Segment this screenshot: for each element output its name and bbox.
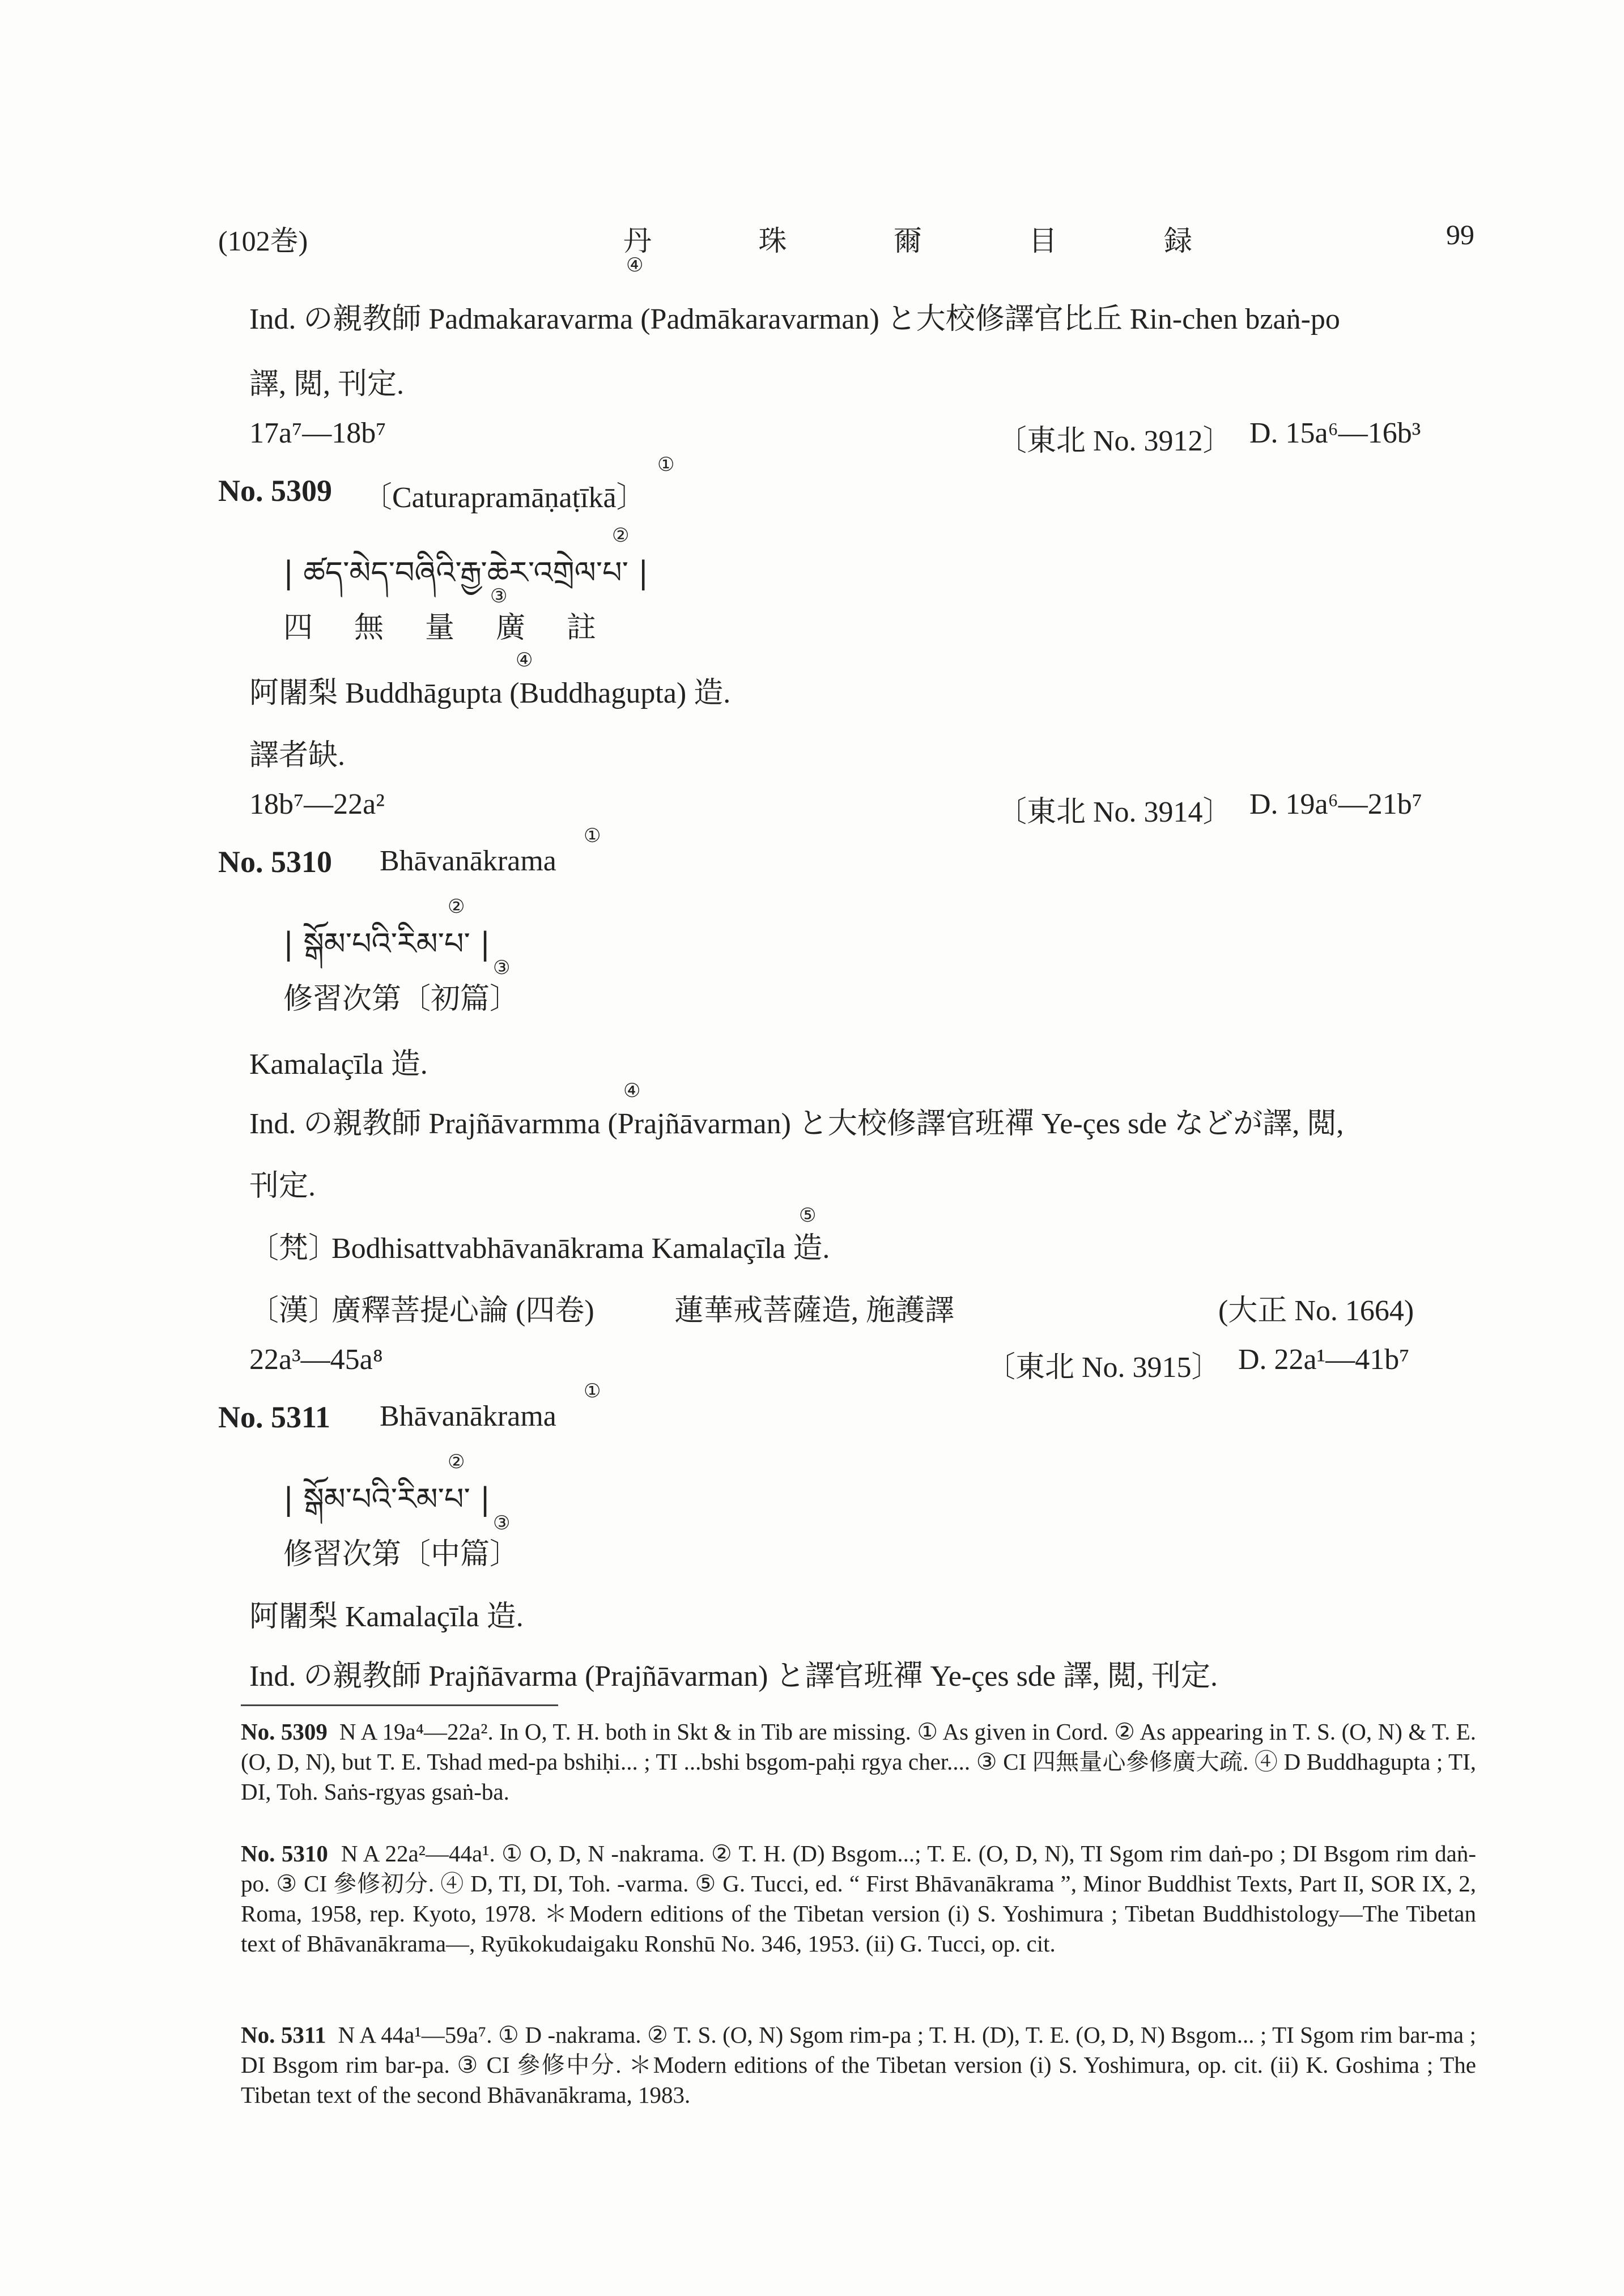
footnote-5311 bbox=[241, 2020, 1476, 2110]
entry-5311-tibetan: | སྒོམ་པའི་རིམ་པ་ | bbox=[283, 1481, 491, 1517]
entry-5311-title-mark: ① bbox=[584, 1381, 601, 1402]
footnote-5311-text: N A 44a¹—59a⁷. ① D -nakrama. ② T. S. (O, N) Sgom rim-pa ; T. H. (D), T. E. (O, D, N) Bsgom... ; TI Sgom rim bar-ma ; DI Bsgom rim bar-pa. ③ CI 參修中分. ＊Modern editions of the Tibetan version (i) S. Yoshimura, op. cit. (ii) K. Goshima ; The Tibetan text of the second Bhāvanākrama, 1983. bbox=[241, 2022, 1477, 2108]
entry-5309-title: 〔Caturapramāṇaṭīkā〕 bbox=[363, 482, 646, 514]
entry-5310-chn-title: 廣釋菩提心論 (四卷) bbox=[331, 1295, 594, 1327]
entry-5311-translator: Ind. の親教師 Prajñāvarma (Prajñāvarman) と譯官班禪 Ye-çes sde 譯, 閲, 刊定. bbox=[249, 1660, 1218, 1693]
entry-5310-chn-author: 蓮華戒菩薩造, 施護譯 bbox=[674, 1295, 955, 1327]
intro-line2: 譯, 閲, 刊定. bbox=[249, 368, 405, 401]
entry-5309-author-mark: ④ bbox=[516, 650, 533, 671]
entry-5310-folio: 22a³—45a⁸ bbox=[249, 1343, 383, 1376]
entry-5310-skt-label: 〔梵〕 bbox=[249, 1232, 338, 1265]
footnote-5311-number: No. 5311 bbox=[241, 2022, 326, 2048]
entry-5310-title: Bhāvanākrama bbox=[380, 845, 556, 877]
entry-5310-tohoku-ref: 〔東北 No. 3915〕 bbox=[986, 1351, 1221, 1384]
entry-5310-translator1: Ind. の親教師 Prajñāvarmma (Prajñāvarman) と大校修譯官班禪 Ye-çes sde などが譯, 閲, bbox=[249, 1108, 1344, 1140]
entry-5309-number: No. 5309 bbox=[218, 474, 332, 508]
entry-5310-translator2: 刊定. bbox=[249, 1170, 316, 1202]
page-title: 丹 珠 爾 目 録 bbox=[623, 225, 1242, 257]
volume-label: (102巻) bbox=[218, 225, 308, 257]
entry-5310-chn-label: 〔漢〕 bbox=[249, 1295, 338, 1327]
intro-derge: D. 15a⁶—16b³ bbox=[1249, 417, 1421, 449]
entry-5311-chinese: 修習次第〔中篇〕 bbox=[283, 1538, 520, 1571]
footnote-5310-number: No. 5310 bbox=[241, 1840, 328, 1866]
entry-5309-derge: D. 19a⁶—21b⁷ bbox=[1249, 788, 1422, 820]
entry-5310-translator-mark: ④ bbox=[623, 1081, 641, 1102]
entry-5310-derge: D. 22a¹—41b⁷ bbox=[1238, 1343, 1410, 1376]
entry-5311-number: No. 5311 bbox=[218, 1400, 331, 1434]
intro-folio: 17a⁷—18b⁷ bbox=[249, 417, 386, 449]
entry-5309-folio: 18b⁷—22a² bbox=[249, 788, 385, 820]
entry-5309-tohoku-ref: 〔東北 No. 3914〕 bbox=[997, 796, 1232, 828]
footnote-rule bbox=[241, 1704, 558, 1706]
intro-line1: Ind. の親教師 Padmakaravarma (Padmākaravarman) と大校修譯官比丘 Rin-chen bzaṅ-po bbox=[249, 303, 1340, 335]
entry-5310-chinese: 修習次第〔初篇〕 bbox=[283, 983, 520, 1015]
entry-5310-author: Kamalaçīla 造. bbox=[249, 1048, 428, 1081]
entry-5311-title: Bhāvanākrama bbox=[380, 1400, 556, 1432]
entry-5309-translator: 譯者缺. bbox=[249, 739, 346, 772]
entry-5311-chinese-mark: ③ bbox=[493, 1513, 511, 1534]
footnote-5310-text: N A 22a²—44a¹. ① O, D, N -nakrama. ② T. H. (D) Bsgom...; T. E. (O, D, N), TI Sgom rim daṅ-po ; DI Bsgom rim daṅ-po. ③ CI 參修初分. ④ D, TI, DI, Toh. -varma. ⑤ G. Tucci, ed. “ First Bhāvanākrama ”, Minor Buddhist Texts, Part II, SOR IX, 2, Roma, 1958, rep. Kyoto, 1978. ＊Modern editions of the Tibetan version (i) S. Yoshimura ; Tibetan Buddhistology—The Tibetan text of Bhāvanākrama—, Ryūkokudaigaku Ronshū No. 346, 1953. (ii) G. Tucci, op. cit. bbox=[241, 1840, 1476, 1957]
entry-5310-tibetan-mark: ② bbox=[448, 896, 465, 917]
entry-5310-skt-mark: ⑤ bbox=[799, 1205, 817, 1226]
entry-5310-taisho: (大正 No. 1664) bbox=[1218, 1295, 1414, 1327]
footnote-5309 bbox=[241, 1717, 1476, 1807]
entry-5309-tibetan-mark: ② bbox=[612, 525, 630, 546]
entry-5310-tibetan: | སྒོམ་པའི་རིམ་པ་ | bbox=[283, 926, 491, 962]
entry-5310-chinese-mark: ③ bbox=[493, 958, 511, 979]
footnote-5309-text: N A 19a⁴—22a². In O, T. H. both in Skt & in Tib are missing. ① As given in Cord. ② As appearing in T. S. (O, N) & T. E. (O, D, N), but T. E. Tshad med-pa bshiḥi... ; TI ...bshi bsgom-paḥi rgya cher.... ③ CI 四無量心參修廣大疏. ④ D Buddhagupta ; TI, DI, Toh. Saṅs-rgyas gsaṅ-ba. bbox=[241, 1719, 1477, 1805]
entry-5309-chinese-mark: ③ bbox=[490, 586, 508, 607]
intro-tohoku-ref: 〔東北 No. 3912〕 bbox=[997, 425, 1232, 457]
entry-5310-skt: Bodhisattvabhāvanākrama Kamalaçīla 造. bbox=[331, 1232, 830, 1265]
footnote-5309-number: No. 5309 bbox=[241, 1719, 328, 1745]
entry-5309-chinese: 四 無 量 廣 註 bbox=[283, 612, 614, 644]
entry-5310-title-mark: ① bbox=[584, 826, 601, 847]
entry-5310-number: No. 5310 bbox=[218, 845, 332, 879]
entry-5309-tibetan: | ཚད་མེད་བཞིའི་རྒྱ་ཆེར་འགྲེལ་པ་ | bbox=[283, 555, 649, 590]
entry-5309-title-mark: ① bbox=[657, 454, 675, 475]
entry-5311-author: 阿闍梨 Kamalaçīla 造. bbox=[249, 1601, 524, 1633]
entry-5311-tibetan-mark: ② bbox=[448, 1452, 465, 1473]
entry-5309-author: 阿闍梨 Buddhāgupta (Buddhagupta) 造. bbox=[249, 677, 731, 709]
page-number: 99 bbox=[1446, 219, 1474, 250]
intro-mark: ④ bbox=[626, 255, 644, 276]
footnote-5310 bbox=[241, 1839, 1476, 1959]
